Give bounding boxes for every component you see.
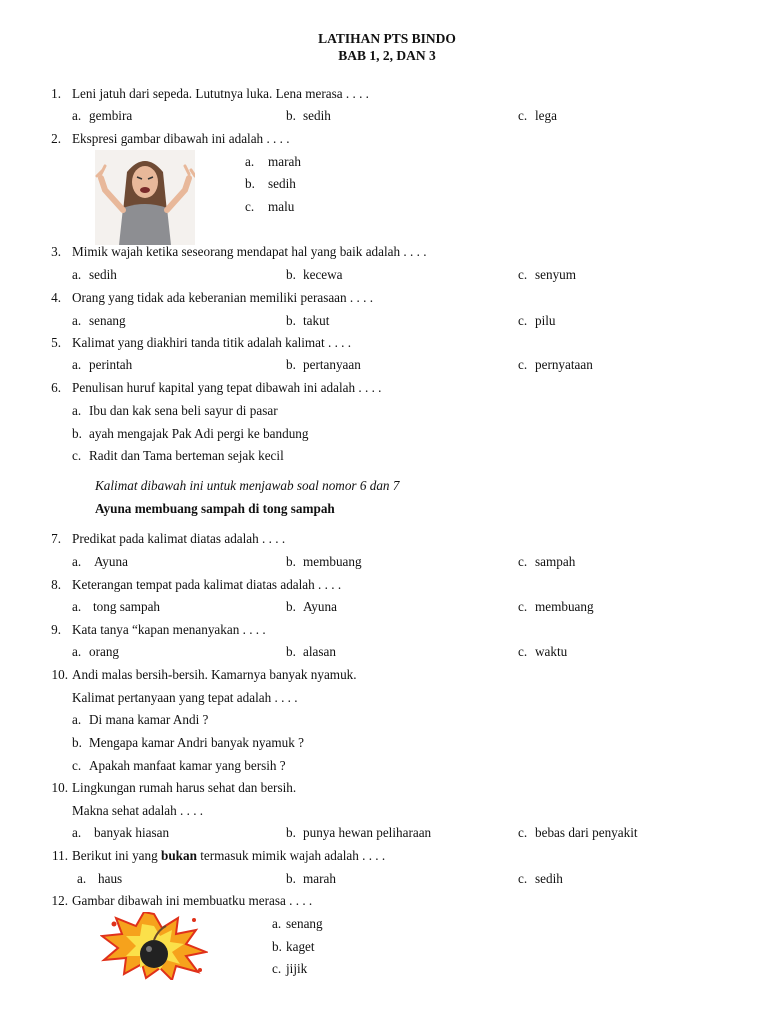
option-a[interactable]: a. Ibu dan kak sena beli sayur di pasar — [72, 403, 278, 418]
option-a[interactable]: a. tong sampah — [72, 599, 161, 614]
question-number: 1. — [51, 86, 61, 101]
option-a[interactable]: a. gembira — [72, 108, 133, 123]
question-text: Orang yang tidak ada keberanian memiliki perasaan . . . . — [72, 290, 374, 305]
option-c[interactable]: c. membuang — [518, 599, 594, 614]
question-number: 12. — [51, 893, 68, 908]
question-number: 2. — [51, 131, 61, 146]
instruction-sentence: Ayuna membuang sampah di tong sampah — [95, 501, 335, 516]
question-number: 6. — [51, 380, 61, 395]
option-c[interactable]: c. Apakah manfaat kamar yang bersih ? — [72, 758, 286, 773]
option-c[interactable]: c. pilu — [518, 313, 556, 328]
option-a[interactable]: a. orang — [72, 644, 120, 659]
question-number: 9. — [51, 622, 61, 637]
question-text: Penulisan huruf kapital yang tepat dibawah ini adalah . . . . — [72, 380, 382, 395]
question-number: 4. — [51, 290, 61, 305]
option-a[interactable]: a. Di mana kamar Andi ? — [72, 712, 209, 727]
option-b[interactable]: b. pertanyaan — [286, 357, 361, 372]
option-a[interactable]: a. sedih — [72, 267, 117, 282]
question-text: Leni jatuh dari sepeda. Lututnya luka. Lena merasa . . . . — [72, 86, 369, 101]
option-c[interactable]: c. malu — [245, 199, 295, 214]
option-a[interactable]: a. Ayuna — [72, 554, 128, 569]
question-number: 10. — [51, 780, 68, 795]
option-b[interactable]: b. membuang — [286, 554, 362, 569]
question-number: 3. — [51, 244, 61, 259]
question-number: 5. — [51, 335, 61, 350]
question-text: Kalimat yang diakhiri tanda titik adalah kalimat . . . . — [72, 335, 352, 350]
option-b[interactable]: b. Ayuna — [286, 599, 337, 614]
option-c[interactable]: c. waktu — [518, 644, 568, 659]
option-a[interactable]: a. marah — [245, 154, 301, 169]
question-text-2: Makna sehat adalah . . . . — [72, 803, 204, 818]
option-a[interactable]: a. senang — [72, 313, 126, 328]
option-c[interactable]: c. lega — [518, 108, 557, 123]
question-text: Keterangan tempat pada kalimat diatas adalah . . . . — [72, 577, 342, 592]
instruction-note: Kalimat dibawah ini untuk menjawab soal nomor 6 dan 7 — [95, 478, 400, 493]
option-a[interactable]: a. perintah — [72, 357, 133, 372]
page-title: LATIHAN PTS BINDO — [318, 31, 456, 46]
option-a[interactable]: a. banyak hiasan — [72, 825, 170, 840]
option-b[interactable]: b. ayah mengajak Pak Adi pergi ke bandung — [72, 426, 309, 441]
page-subtitle: BAB 1, 2, DAN 3 — [338, 48, 436, 63]
question-number: 8. — [51, 577, 61, 592]
angry-girl-image — [95, 150, 195, 245]
question-text: Andi malas bersih-bersih. Kamarnya banyak nyamuk. — [72, 667, 357, 682]
option-c[interactable]: c. jijik — [272, 961, 308, 976]
question-number: 7. — [51, 531, 61, 546]
question-number: 11. — [52, 848, 68, 863]
option-b[interactable]: b. marah — [286, 871, 336, 886]
question-text: Lingkungan rumah harus sehat dan bersih. — [72, 780, 297, 795]
question-text: Kata tanya “kapan menanyakan . . . . — [72, 622, 266, 637]
option-b[interactable]: b. Mengapa kamar Andri banyak nyamuk ? — [72, 735, 304, 750]
option-a[interactable]: a. senang — [272, 916, 323, 931]
option-c[interactable]: c. sampah — [518, 554, 576, 569]
option-c[interactable]: c. Radit dan Tama berteman sejak kecil — [72, 448, 284, 463]
option-b[interactable]: b. punya hewan peliharaan — [286, 825, 432, 840]
option-b[interactable]: b. kecewa — [286, 267, 343, 282]
option-c[interactable]: c. pernyataan — [518, 357, 593, 372]
bomb-explosion-image — [100, 912, 208, 980]
question-text: Ekspresi gambar dibawah ini adalah . . . . — [72, 131, 290, 146]
option-b[interactable]: b. sedih — [286, 108, 331, 123]
option-b[interactable]: b. alasan — [286, 644, 336, 659]
option-c[interactable]: c. sedih — [518, 871, 563, 886]
question-text: Mimik wajah ketika seseorang mendapat hal yang baik adalah . . . . — [72, 244, 427, 259]
option-b[interactable]: b. kaget — [272, 939, 315, 954]
question-text: Gambar dibawah ini membuatku merasa . . . . — [72, 893, 313, 908]
question-number: 10. — [51, 667, 68, 682]
option-b[interactable]: b. sedih — [245, 176, 296, 191]
option-c[interactable]: c. bebas dari penyakit — [518, 825, 638, 840]
option-b[interactable]: b. takut — [286, 313, 330, 328]
option-a[interactable]: a. haus — [77, 871, 123, 886]
option-c[interactable]: c. senyum — [518, 267, 577, 282]
question-text: Predikat pada kalimat diatas adalah . . . . — [72, 531, 286, 546]
question-text: Berikut ini yang bukan termasuk mimik wajah adalah . . . . — [72, 848, 386, 863]
question-text-2: Kalimat pertanyaan yang tepat adalah . . . . — [72, 690, 298, 705]
